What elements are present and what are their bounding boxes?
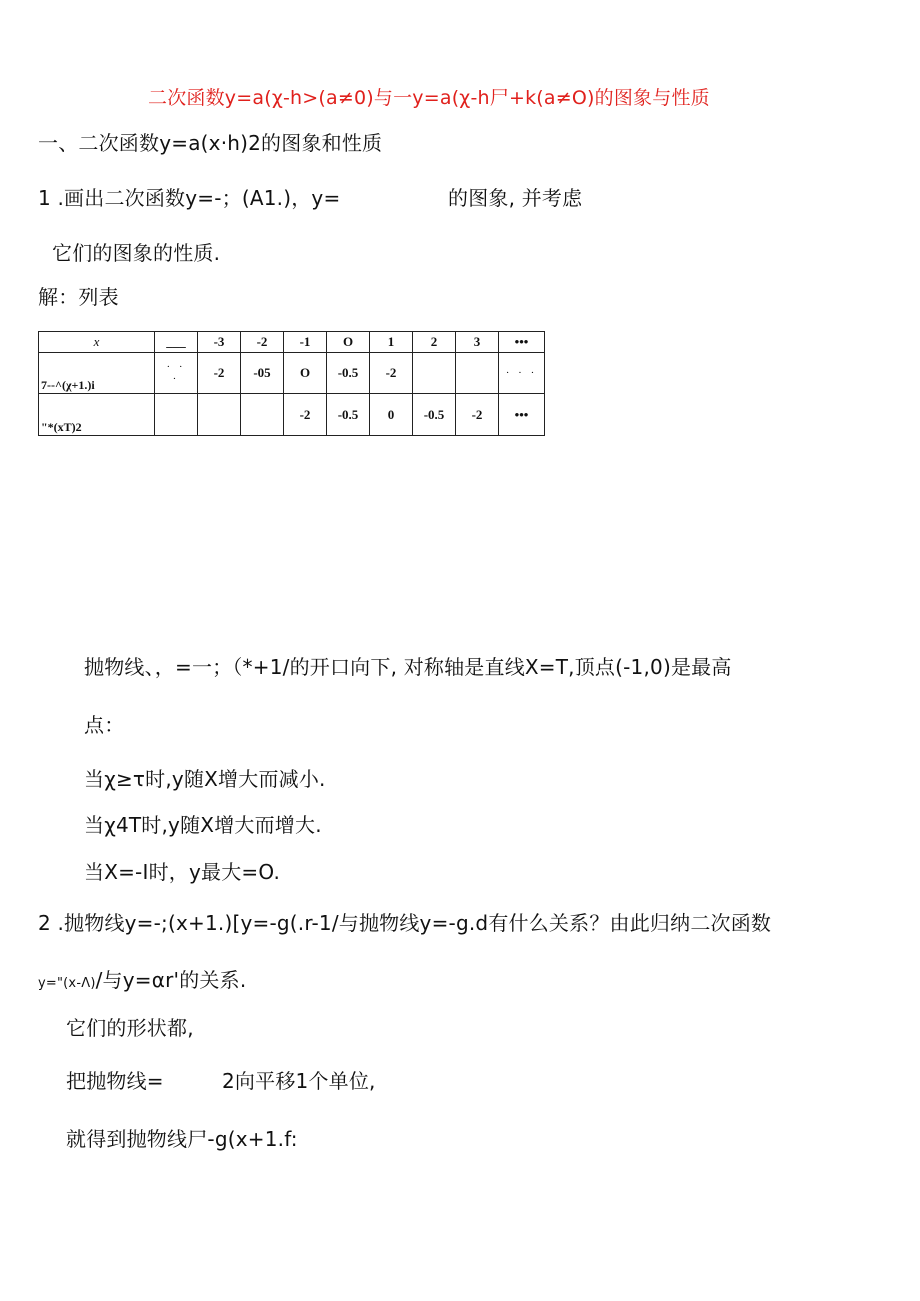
table-cell: -0.5 — [327, 394, 370, 436]
question-2-line-2 — [38, 968, 246, 996]
table-cell — [413, 353, 456, 394]
question-2-line-4b: 2向平移1个单位, — [222, 1069, 376, 1093]
table-cell: ••• — [499, 394, 545, 436]
table-header-cell: x — [39, 332, 155, 353]
section-heading: 一、二次函数y=a(x·h)2的图象和性质 — [38, 131, 383, 155]
table-cell: -2 — [284, 394, 327, 436]
question-2-line-3: 它们的形状都, — [66, 1016, 194, 1040]
solution-label: 解：列表 — [38, 285, 119, 309]
formula-fragment: y="(x-Λ) — [38, 976, 96, 991]
table-cell: -05 — [241, 353, 284, 394]
question-1-line-2: 它们的图象的性质. — [52, 241, 221, 265]
table-row — [39, 353, 545, 394]
table-header-cell: -1 — [284, 332, 327, 353]
property-line-1: 抛物线、，=一；（*+1/的开口向下, 对称轴是直线X=T,顶点(-1,0)是最高 — [84, 655, 732, 679]
table-header-cell: ___ — [155, 332, 198, 353]
question-2-line-4a: 把抛物线= — [66, 1069, 164, 1093]
table-row — [39, 394, 545, 436]
table-cell: -2 — [198, 353, 241, 394]
doc-title: 二次函数y=a(χ-h>(a≠0)与一y=a(χ-h尸+k(a≠O)的图象与性质 — [148, 87, 710, 109]
table-row-label: 7--^(χ+1.)i — [39, 353, 155, 394]
table-cell — [241, 394, 284, 436]
question-2-line-1: 2 .抛物线y=-;(x+1.)[y=-g(.r-1/与抛物线y=-g.d有什么关系？由此归纳二次函数 — [38, 911, 772, 935]
property-line-2: 点： — [84, 713, 125, 737]
table-header-row — [39, 332, 545, 353]
table-row-label: "*(xT)2 — [39, 394, 155, 436]
table-cell: -2 — [370, 353, 413, 394]
property-line-4: 当χ4T时,y随X增大而增大. — [84, 813, 322, 837]
table-cell: O — [284, 353, 327, 394]
table-header-cell: O — [327, 332, 370, 353]
table-cell: -2 — [456, 394, 499, 436]
table-header-cell: 1 — [370, 332, 413, 353]
table-cell: -0.5 — [327, 353, 370, 394]
table-cell — [198, 394, 241, 436]
property-line-3: 当χ≥τ时,y随X增大而减小. — [84, 767, 326, 791]
table-header-cell: -2 — [241, 332, 284, 353]
formula-text: /与y=αr'的关系. — [95, 968, 247, 992]
table-cell: · · · — [499, 353, 545, 394]
table-cell: · · · — [155, 353, 198, 394]
question-2-line-5: 就得到抛物线尸-g(x+1.f: — [66, 1127, 298, 1151]
table-header-cell: 2 — [413, 332, 456, 353]
table-cell — [456, 353, 499, 394]
table-header-cell: ••• — [499, 332, 545, 353]
table-header-cell: -3 — [198, 332, 241, 353]
table-cell: 0 — [370, 394, 413, 436]
question-1-line-1b: 的图象, 并考虑 — [448, 186, 583, 210]
question-1-line-1a: 1 .画出二次函数y=-；(A1.)，y= — [38, 186, 341, 210]
value-table — [38, 331, 545, 436]
table-cell: -0.5 — [413, 394, 456, 436]
table-header-cell: 3 — [456, 332, 499, 353]
property-line-5: 当X=-I时，y最大=O. — [84, 860, 281, 884]
table-cell — [155, 394, 198, 436]
